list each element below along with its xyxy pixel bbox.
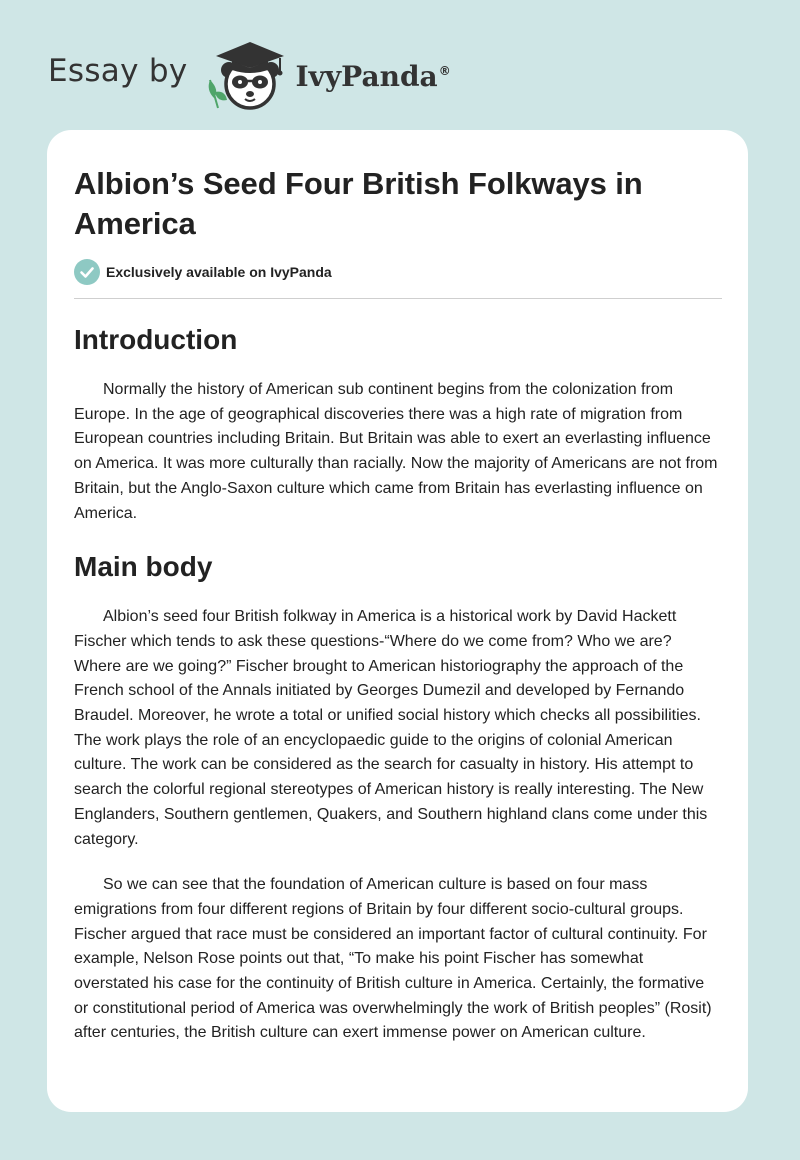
brand-name (296, 60, 451, 93)
main-body-paragraph-1: Albion’s seed four British folkway in America is a historical work by David Hackett Fischer which tends to ask these questions-“Where do we come from? Who we are? Where are we going?” Fischer brought to American historiography the approach of the French school of the Annals initiated by Georges Dumezil and developed by Fernando Braudel. Moreover, he wrote a total or unified social history which checks all possibilities. The work plays the role of an encyclopaedic guide to the origins of colonial American culture. The work can be considered as the search for casualty in history. His attempt to search the colorful regional stereotypes of American history is really interesting. The New Englanders, Southern gentlemen, Quakers, and Southern highland clans come under this category. (74, 608, 708, 848)
page-title: Albion’s Seed Four British Folkways in America (74, 166, 643, 241)
main-body-paragraph-2: So we can see that the foundation of American culture is based on four mass emigrations from four different regions of Britain by four different socio-cultural groups. Fischer argued that race must be considered an important factor of cultural continuity. For example, Nelson Rose points out that, “To make his point Fischer has somewhat overstated his case for the continuity of British culture in America. Certainly, the formative or constitutional period of America was overwhelmingly the work of British peoples” (Rosit) after centuries, the British culture can exert immense power on American culture. (74, 876, 712, 1042)
brand-prefix: Essay by (48, 53, 188, 89)
article-card (47, 130, 748, 1112)
section-heading-introduction: Introduction (74, 324, 238, 355)
section-heading-main-body: Main body (74, 551, 213, 583)
badge-text: Exclusively available on IvyPanda (106, 264, 332, 280)
exclusive-badge (74, 258, 722, 286)
title-divider (74, 298, 722, 299)
intro-paragraph: Normally the history of American sub continent begins from the colonization from Europe. In the age of geographical discoveries there was a high rate of migration from European countries including Britain. But Britain was able to exert an everlasting influence on America. It was more culturally than racially. Now the majority of Americans are not from Britain, but the Anglo-Saxon culture which came from Britain has everlasting influence on America. (74, 381, 718, 522)
brand-registered-mark: ® (438, 64, 451, 79)
panda-graduate-icon (202, 36, 294, 112)
check-circle-icon (74, 259, 100, 285)
brand-name-text: IvyPanda (295, 59, 438, 93)
brand-header[interactable] (48, 36, 451, 112)
